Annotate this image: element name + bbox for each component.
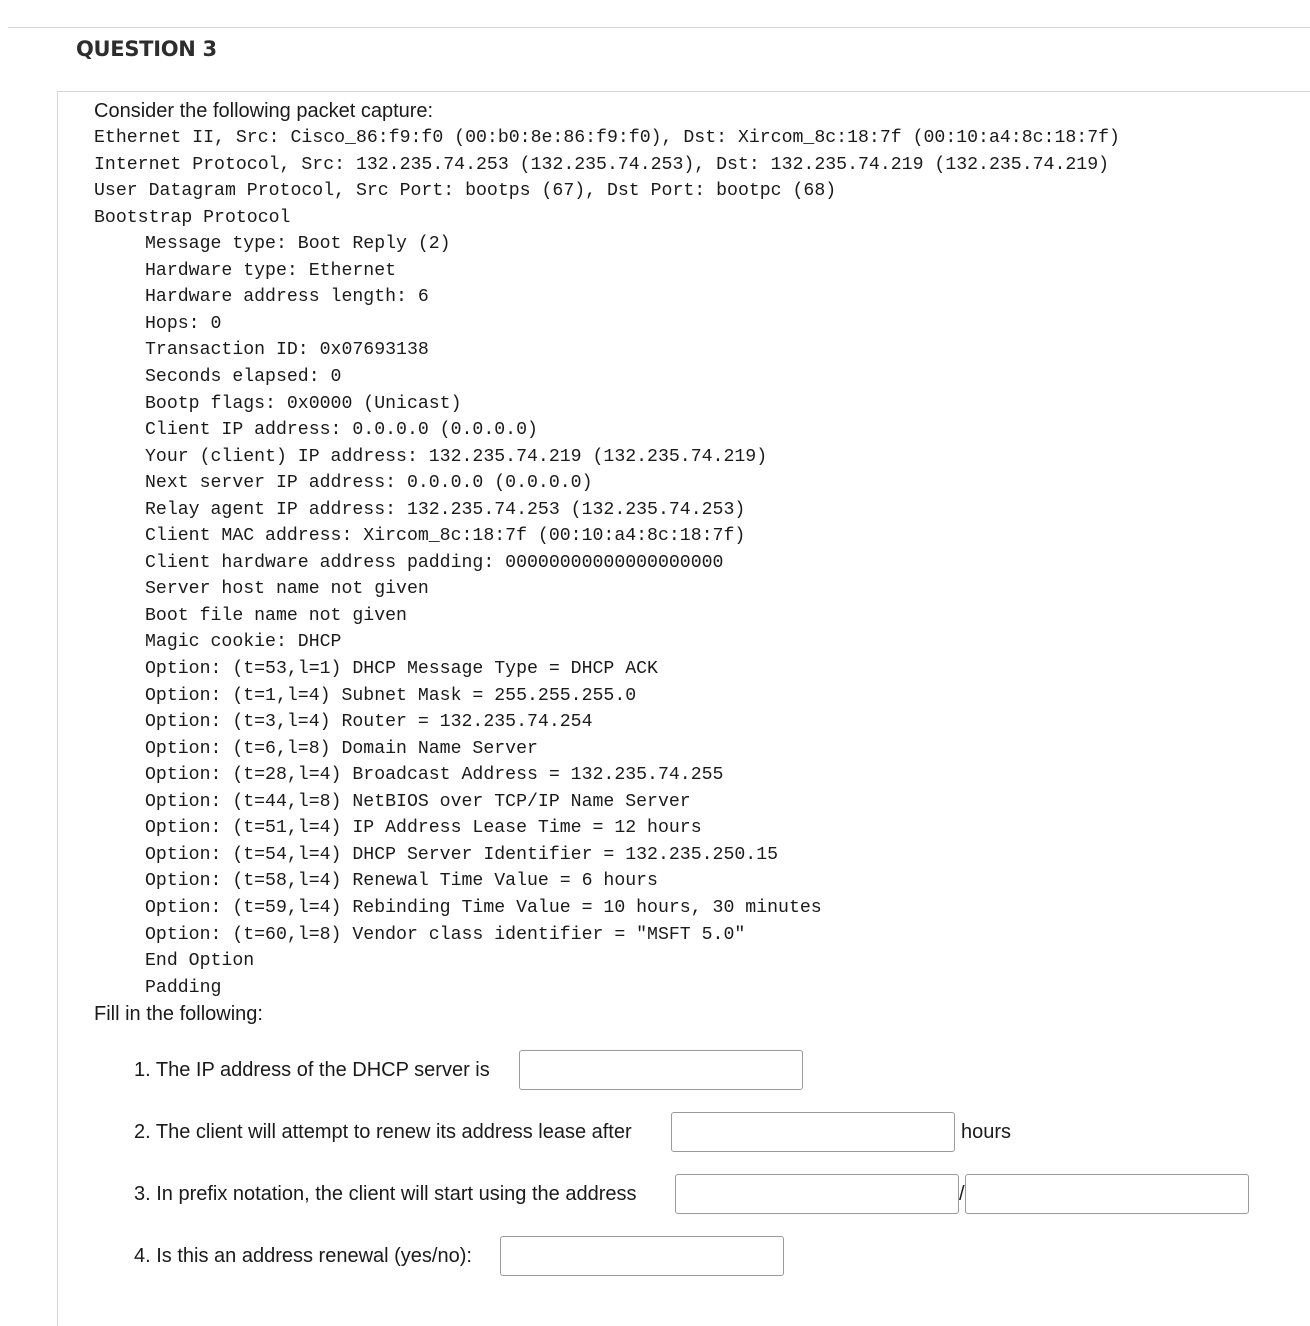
bootp-field-line: Next server IP address: 0.0.0.0 (0.0.0.0) xyxy=(145,473,593,494)
client-address-input[interactable] xyxy=(675,1174,959,1214)
prefix-slash: / xyxy=(959,1183,965,1205)
bootp-field-line: Relay agent IP address: 132.235.74.253 (132.235.74.253) xyxy=(145,499,746,520)
bootp-field-line: Client hardware address padding: 00000000000000000000 xyxy=(145,552,724,573)
bootp-field-line: Hardware type: Ethernet xyxy=(145,260,397,281)
bootp-field-line: Option: (t=44,l=8) NetBIOS over TCP/IP Name Server xyxy=(145,791,691,812)
bootp-field-line: Option: (t=53,l=1) DHCP Message Type = DHCP ACK xyxy=(145,659,658,679)
bootp-field-line: Magic cookie: DHCP xyxy=(145,632,342,653)
renewal-hours-input[interactable] xyxy=(671,1112,955,1152)
bootp-field-line: Option: (t=54,l=4) DHCP Server Identifier = 132.235.250.15 xyxy=(145,844,779,865)
bootp-field-line: Option: (t=60,l=8) Vendor class identifier = "MSFT 5.0" xyxy=(145,924,746,945)
capture-header-line: Ethernet II, Src: Cisco_86:f9:f0 (00:b0:8e:86:f9:f0), Dst: Xircom_8c:18:7f (00:10:a4:8c:18:7f) xyxy=(94,128,1120,148)
bootp-field-line: Hardware address length: 6 xyxy=(145,287,429,308)
bootp-field-line: Client IP address: 0.0.0.0 (0.0.0.0) xyxy=(145,420,538,441)
bootp-field-line: Option: (t=3,l=4) Router = 132.235.74.254 xyxy=(145,712,593,733)
bootp-field-line: Hops: 0 xyxy=(145,313,222,334)
bootp-field-line: Server host name not given xyxy=(145,579,429,600)
item-2-text: 2. The client will attempt to renew its address lease after xyxy=(134,1121,632,1143)
bootp-field-line: Boot file name not given xyxy=(145,605,407,626)
bootp-field-line: Option: (t=59,l=4) Rebinding Time Value = 10 hours, 30 minutes xyxy=(145,897,822,918)
item-4-text: 4. Is this an address renewal (yes/no): xyxy=(134,1245,472,1267)
renewal-yes-no-input[interactable] xyxy=(500,1236,784,1276)
bootp-field-line: Option: (t=6,l=8) Domain Name Server xyxy=(145,738,538,759)
item-1-text: 1. The IP address of the DHCP server is xyxy=(134,1059,490,1081)
question-title: QUESTION 3 xyxy=(76,37,217,61)
bootp-field-line: Padding xyxy=(145,977,222,998)
item-3-text: 3. In prefix notation, the client will start using the address xyxy=(134,1183,637,1205)
bootp-field-line: Option: (t=28,l=4) Broadcast Address = 132.235.74.255 xyxy=(145,765,724,786)
capture-header-line: Internet Protocol, Src: 132.235.74.253 (132.235.74.253), Dst: 132.235.74.219 (132.235.74.219) xyxy=(94,154,1110,175)
capture-header-line: User Datagram Protocol, Src Port: bootps (67), Dst Port: bootpc (68) xyxy=(94,181,837,202)
capture-header-line: Bootstrap Protocol xyxy=(94,207,291,228)
bootp-field-line: Option: (t=1,l=4) Subnet Mask = 255.255.255.0 xyxy=(145,685,637,706)
prefix-length-input[interactable] xyxy=(965,1174,1249,1214)
bootp-field-line: End Option xyxy=(145,951,255,972)
bootp-field-line: Option: (t=58,l=4) Renewal Time Value = 6 hours xyxy=(145,871,658,892)
fill-in-label: Fill in the following: xyxy=(94,1003,263,1025)
bootp-field-line: Message type: Boot Reply (2) xyxy=(145,234,451,255)
top-divider xyxy=(8,27,1310,28)
bootp-field-line: Bootp flags: 0x0000 (Unicast) xyxy=(145,393,462,414)
hours-suffix: hours xyxy=(961,1121,1012,1143)
dhcp-server-ip-input[interactable] xyxy=(519,1050,803,1090)
bootp-field-line: Transaction ID: 0x07693138 xyxy=(145,340,429,361)
bootp-field-line: Option: (t=51,l=4) IP Address Lease Time = 12 hours xyxy=(145,818,702,839)
question-intro: Consider the following packet capture: xyxy=(94,100,434,122)
bootp-field-line: Seconds elapsed: 0 xyxy=(145,366,342,387)
bootp-field-line: Client MAC address: Xircom_8c:18:7f (00:10:a4:8c:18:7f) xyxy=(145,526,746,547)
bootp-field-line: Your (client) IP address: 132.235.74.219 (132.235.74.219) xyxy=(145,446,768,467)
